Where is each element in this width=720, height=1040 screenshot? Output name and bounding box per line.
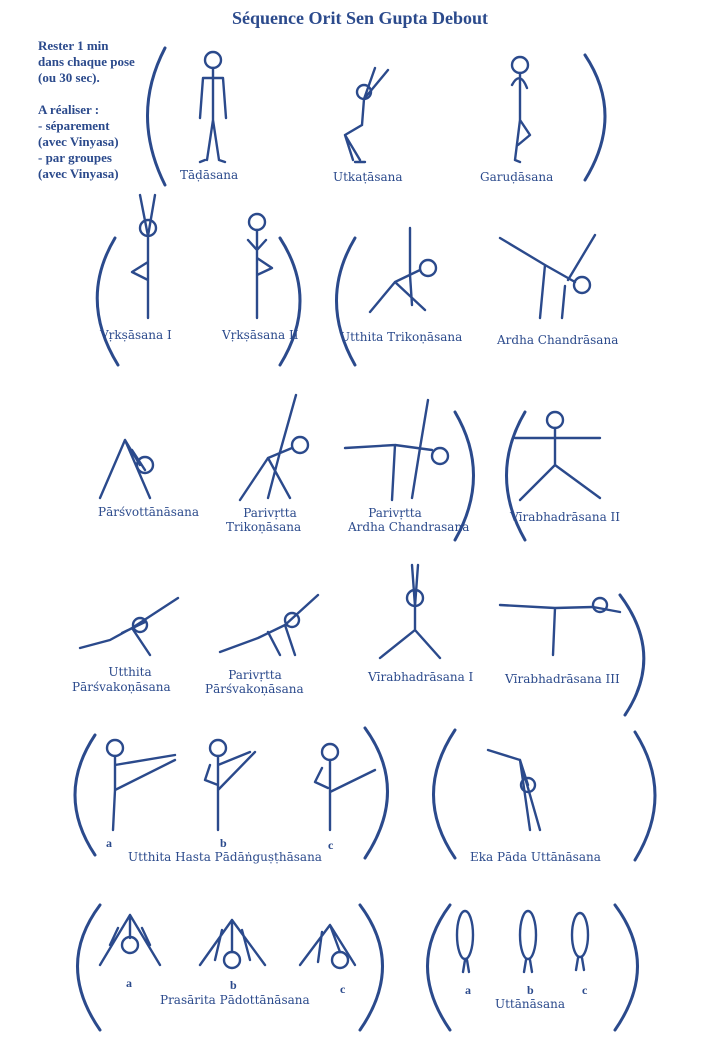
- group-bracket-left: [78, 905, 101, 1030]
- group-bracket-left: [337, 238, 356, 365]
- garudasana-figure: [512, 57, 530, 162]
- pose-label: Pārśvakoṇāsana: [72, 680, 171, 694]
- vrksasana-2-figure: [248, 214, 272, 318]
- utthita-hasta-padangusthasana-c-figure: [315, 744, 375, 830]
- pose-label: Trikoṇāsana: [226, 520, 302, 534]
- variant-label: b: [230, 978, 237, 992]
- pose-label: Utthita Hasta Pādāṅguṣṭhāsana: [128, 850, 322, 864]
- utthita-parsvakonasana-figure: [80, 598, 178, 655]
- utthita-trikonasana-figure: [370, 228, 436, 312]
- pose-label: Pārśvakoṇāsana: [205, 682, 304, 696]
- parivrtta-parsvakonasana-figure: [220, 595, 318, 655]
- ardha-chandrasana-figure: [500, 235, 595, 318]
- instruction-line: dans chaque pose: [38, 54, 135, 69]
- variant-label: c: [328, 838, 334, 852]
- group-bracket-right: [615, 905, 638, 1030]
- pose-label: Parivṛtta: [243, 506, 297, 520]
- pose-label: Ardha Chandrasana: [348, 520, 470, 534]
- pose-label: Ardha Chandrāsana: [497, 333, 619, 347]
- group-bracket-left: [428, 905, 451, 1030]
- prasarita-padottanasana-b-figure: [200, 920, 265, 968]
- pose-label: Vṛkṣāsana II: [222, 328, 299, 342]
- group-bracket-right: [620, 595, 644, 715]
- virabhadrasana-1-figure: [380, 565, 440, 658]
- instruction-line: (ou 30 sec).: [38, 70, 100, 85]
- page-title: Séquence Orit Sen Gupta Debout: [231, 8, 489, 28]
- group-bracket-right: [365, 728, 388, 858]
- pose-label: Tāḍāsana: [180, 168, 239, 182]
- parivrtta-ardha-chandrasana-figure: [345, 400, 448, 500]
- pose-label: Vīrabhadrāsana II: [510, 510, 621, 524]
- vrksasana-1-figure: [132, 195, 156, 318]
- instruction-line: - par groupes: [38, 150, 112, 165]
- instruction-line: Rester 1 min: [38, 38, 109, 53]
- instruction-line: - séparement: [38, 118, 110, 133]
- variant-label: c: [582, 983, 588, 997]
- pose-label: Vṛkṣāsana I: [100, 328, 172, 342]
- instruction-line: (avec Vinyasa): [38, 134, 119, 149]
- pose-label: Utkaṭāsana: [333, 170, 403, 184]
- instruction-line: (avec Vinyasa): [38, 166, 119, 181]
- variant-label: a: [106, 836, 112, 850]
- pose-label: Utthita: [108, 665, 152, 679]
- pose-label: Utthita Trikoṇāsana: [340, 330, 463, 344]
- pose-label: Eka Pāda Uttānāsana: [470, 850, 601, 864]
- group-bracket-left: [75, 735, 95, 855]
- group-bracket-left: [434, 730, 456, 858]
- pose-label: Prasārita Pādottānāsana: [160, 993, 310, 1007]
- parivrtta-trikonasana-figure: [240, 395, 308, 500]
- prasarita-padottanasana-c-figure: [300, 925, 355, 968]
- virabhadrasana-3-figure: [500, 598, 620, 655]
- variant-label: c: [340, 982, 346, 996]
- group-bracket-right: [585, 55, 605, 180]
- group-bracket-right: [635, 732, 655, 860]
- pose-label: Uttānāsana: [495, 997, 565, 1011]
- variant-label: b: [220, 836, 227, 850]
- uttanasana-c-figure: [572, 913, 588, 970]
- variant-label: b: [527, 983, 534, 997]
- eka-pada-uttanasana-figure: [488, 750, 540, 830]
- pose-label: Parivṛtta: [228, 668, 282, 682]
- group-bracket-right: [360, 905, 383, 1030]
- uttanasana-b-figure: [520, 911, 536, 972]
- group-bracket-left: [97, 238, 118, 365]
- utthita-hasta-padangusthasana-a-figure: [107, 740, 175, 830]
- pose-label: Vīrabhadrāsana III: [505, 672, 620, 686]
- group-bracket-right: [280, 238, 300, 365]
- utkatasana-figure: [345, 68, 388, 162]
- tadasana-figure: [200, 52, 226, 162]
- pose-label: Garuḍāsana: [480, 170, 554, 184]
- group-bracket-left: [148, 48, 166, 185]
- pose-label: Pārśvottānāsana: [98, 505, 200, 519]
- utthita-hasta-padangusthasana-b-figure: [205, 740, 255, 830]
- variant-label: a: [465, 983, 471, 997]
- variant-label: a: [126, 976, 132, 990]
- prasarita-padottanasana-a-figure: [100, 915, 160, 965]
- uttanasana-a-figure: [457, 911, 473, 972]
- parsvottanasana-figure: [100, 440, 153, 498]
- pose-label: Parivṛtta: [368, 506, 422, 520]
- pose-label: Vīrabhadrāsana I: [368, 670, 474, 684]
- instruction-line: A réaliser :: [38, 102, 100, 117]
- virabhadrasana-2-figure: [515, 412, 600, 500]
